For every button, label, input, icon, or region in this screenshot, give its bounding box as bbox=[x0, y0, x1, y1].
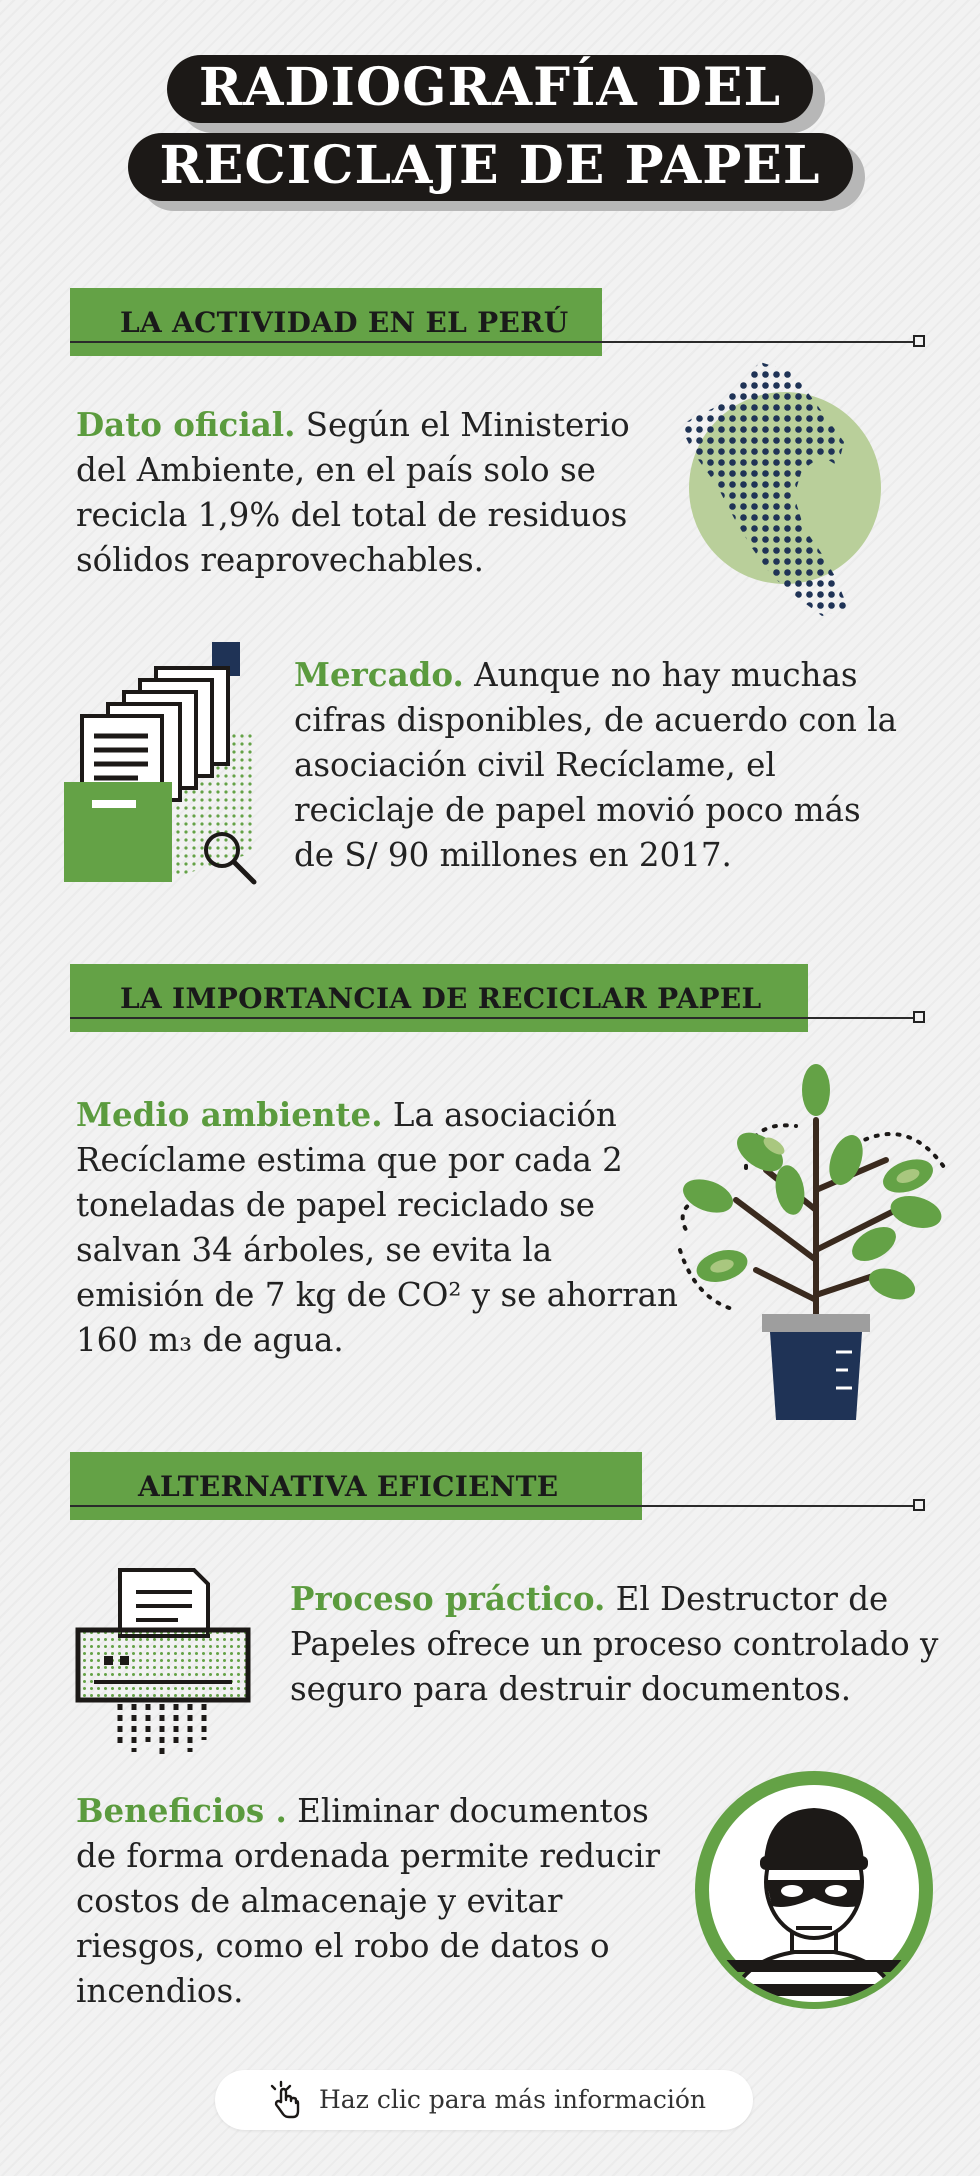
paragraph-mercado bbox=[294, 652, 904, 878]
lead-medio-ambiente: Medio ambiente. bbox=[76, 1095, 383, 1134]
section-heading-text: ALTERNATIVA EFICIENTE bbox=[70, 1452, 642, 1520]
infographic-title bbox=[0, 55, 980, 201]
section-header-actividad bbox=[70, 288, 928, 356]
lead-beneficios: Beneficios . bbox=[76, 1791, 287, 1830]
peru-map-icon bbox=[672, 358, 892, 620]
text-beneficios: Eliminar documentos de forma ordenada permite reducir costos de almacenaje y evitar riesgos, como el robo de datos o incendios. bbox=[76, 1792, 661, 2010]
paragraph-medio-ambiente bbox=[76, 1092, 686, 1363]
paper-shredder-icon bbox=[74, 1566, 254, 1756]
text-dato-oficial: Según el Ministerio del Ambiente, en el país solo se recicla 1,9% del total de residuos sólidos reaprovechables. bbox=[76, 406, 630, 579]
text-mercado: Aunque no hay muchas cifras disponibles, de acuerdo con la asociación civil Recíclame, el reciclaje de papel movió poco más de S/ 90 millones en 2017. bbox=[294, 656, 898, 874]
paragraph-beneficios bbox=[76, 1788, 686, 2014]
masked-thief-icon bbox=[688, 1764, 940, 2016]
title-text-1: RADIOGRAFÍA DEL bbox=[167, 55, 813, 123]
paragraph-proceso-practico bbox=[290, 1576, 940, 1712]
magnifier-icon bbox=[198, 826, 262, 890]
rule-end-marker bbox=[913, 1499, 925, 1511]
title-line-2 bbox=[128, 133, 853, 201]
more-info-label: Haz clic para más información bbox=[319, 2085, 706, 2114]
more-info-button[interactable] bbox=[215, 2070, 753, 2130]
lead-proceso-practico: Proceso práctico. bbox=[290, 1579, 606, 1618]
rule-end-marker bbox=[913, 1011, 925, 1023]
paragraph-dato-oficial bbox=[76, 402, 666, 583]
section-heading-text: LA ACTIVIDAD EN EL PERÚ bbox=[70, 288, 602, 356]
section-rule bbox=[70, 1017, 916, 1019]
lead-mercado: Mercado. bbox=[294, 655, 464, 694]
section-rule bbox=[70, 1505, 916, 1507]
title-line-1 bbox=[167, 55, 813, 123]
tap-hand-icon bbox=[269, 2080, 309, 2120]
section-heading-text: LA IMPORTANCIA DE RECICLAR PAPEL bbox=[70, 964, 808, 1032]
rule-end-marker bbox=[913, 335, 925, 347]
text-proceso-practico: El Destructor de Papeles ofrece un proceso controlado y seguro para destruir documentos. bbox=[290, 1580, 939, 1708]
title-text-2: RECICLAJE DE PAPEL bbox=[128, 133, 853, 201]
section-rule bbox=[70, 341, 916, 343]
lead-dato-oficial: Dato oficial. bbox=[76, 405, 296, 444]
potted-tree-icon bbox=[676, 1060, 956, 1422]
text-medio-ambiente: La asociación Recíclame estima que por cada 2 toneladas de papel reciclado se salvan 34 árboles, se evita la emisión de 7 kg de CO² y se ahorran 160 m₃ de agua. bbox=[76, 1096, 678, 1359]
section-header-alternativa bbox=[70, 1452, 928, 1520]
section-header-importancia bbox=[70, 964, 928, 1032]
